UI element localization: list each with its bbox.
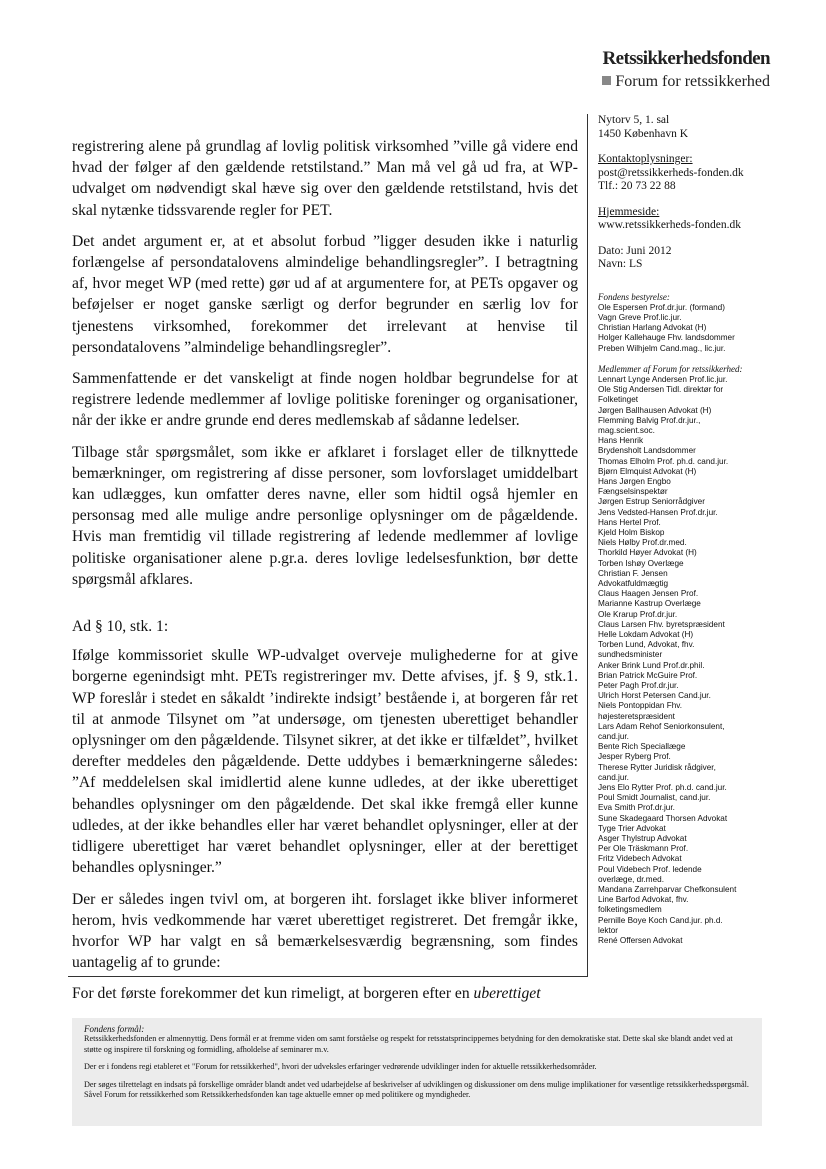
list-item: Niels Pontoppidan Fhv. [598,701,683,711]
list-item: overlæge, dr.med. [598,874,664,884]
list-item: René Offersen Advokat [598,936,683,946]
list-item: Marianne Kastrup Overlæge [598,599,701,609]
main-body [72,136,578,1015]
list-item: sundhedsminister [598,650,663,660]
list-item: cand.jur. [598,772,629,782]
body-paragraph: registrering alene på grundlag af lovlig politisk virksomhed ”ville gå videre end hvad der følger af den gældende retstilstand.” Man må vel gå ud fra, at WP-udvalget om nødvendigt skal hæve sig over den gældende retstilstand, hvis det skal nytænke tidssvarende regler for PET. [72,138,578,219]
document-date: Dato: Juni 2012 [598,244,672,257]
list-item: Asger Thylstrup Advokat [598,834,687,844]
section-heading: Ad § 10, stk. 1: [72,618,169,636]
vertical-divider [587,114,588,976]
address-block [598,114,798,141]
footer-box [72,1018,762,1126]
board-heading: Fondens bestyrelse: [598,291,670,302]
body-text: For det første forekommer det kun rimeligt, at borgeren efter en [72,985,474,1003]
list-item: Jørgen Estrup Seniorrådgiver [598,497,705,507]
body-paragraph: Ifølge kommissoriet skulle WP-udvalget overveje mulighederne for at give borgerne egenindsigt mht. PETs registreringer mv. Dette afvises, jf. § 9, stk.1. WP foreslår i stedet en såkaldt ’indirekte indsigt’ bestående i, at borgeren får ret til at anmode Tilsynet om ”at undersøge, om tjenesten uberettiget behandler oplysninger om den pågældende. Tilsynet sikrer, at det ikke er tilfældet”, hvilket derefter meddeles den pågældende. Dette uddybes i bemærkningerne således: ”Af meddelelsen skal imidlertid alene kunne udledes, at der ikke uberettiget behandles oplysninger om den pågældende. Det skal ikke fremgå eller kunne udledes, at der ikke behandles eller har været behandlet oplysninger, eller at der tidligere uberettiget har været behandlet oplysninger, eller at der berettiget behandles oplysninger.” [72,647,578,877]
list-item: Ole Espersen Prof.dr.jur. (formand) [598,302,725,312]
contact-label: Kontaktoplysninger: [598,153,693,165]
list-item: Brydensholt Landsdommer [598,446,696,456]
list-item: Ole Krarup Prof.dr.jur. [598,609,678,619]
list-item: Mandana Zarrehparvar Chefkonsulent [598,885,737,895]
list-item: lektor [598,925,619,935]
list-item: Folketinget [598,395,639,405]
members-list [598,364,798,947]
list-item: Lennart Lynge Andersen Prof.lic.jur. [598,374,728,384]
list-item: Claus Haagen Jensen Prof. [598,589,699,599]
list-item: Jens Vedsted-Hansen Prof.dr.jur. [598,507,718,517]
list-item: Pernille Boye Koch Cand.jur. ph.d. [598,915,723,925]
list-item: Jørgen Ballhausen Advokat (H) [598,405,712,415]
address-line: Nytorv 5, 1. sal [598,114,670,126]
list-item: Bente Rich Speciallæge [598,742,686,752]
list-item: Thorkild Høyer Advokat (H) [598,548,697,558]
square-bullet-icon [602,76,611,85]
list-item: Ulrich Horst Petersen Cand.jur. [598,691,711,701]
list-item: Jesper Ryberg Prof. [598,752,671,762]
contact-block [598,153,798,194]
list-item: Preben Wilhjelm Cand.mag., lic.jur. [598,343,726,353]
list-item: Anker Brink Lund Prof.dr.phil. [598,660,705,670]
list-item: højesteretspræsident [598,711,675,721]
list-item: Kjeld Holm Biskop [598,527,665,537]
body-paragraph: Tilbage står spørgsmålet, som ikke er afklaret i forslaget eller de tilknyttede bemærkninger, om registrering af disse personer, som lovforslaget umiddelbart kan udlægges, kun omfatter deres navne, eller som hidtil også hjemler en personsag med alle mulige andre personlige oplysninger om de pågældende. Hvis man fremtidig vil tillade registrering af ledende medlemmer af lovlige politiske organisationer alene p.gr.a. deres lovlige ledelsesfunktion, bør dette spørgsmål afklares. [72,443,578,588]
list-item: Torben Lund, Advokat, fhv. [598,640,695,650]
footer-paragraph: Der søges tilrettelagt en indsats på forskellige områder blandt andet ved udarbejdelse af beskrivelser af udviklingen og diskussioner om dens mulige implikationer for væsentlige retssikkerhedsspørgsmål. Såvel Forum for retssikkerhed som Retssikkerhedsfonden kan tage aktuelle emner op med politikere og myndigheder. [84,1079,749,1100]
list-item: Therese Rytter Juridisk rådgiver, [598,762,716,772]
brand-subtitle [602,73,770,91]
list-item: Per Ole Träskmann Prof. [598,844,689,854]
brand-header [602,48,770,91]
brand-name: Retssikkerhedsfonden [602,48,770,69]
list-item: Brian Patrick McGuire Prof. [598,670,698,680]
list-item: Lars Adam Rehof Seniorkonsulent, [598,721,725,731]
list-item: Bjørn Elmquist Advokat (H) [598,466,697,476]
list-item: mag.scient.soc. [598,425,655,435]
author-name: Navn: LS [598,258,643,270]
list-item: Hans Hertel Prof. [598,517,661,527]
board-list [598,292,798,947]
list-item: Ole Stig Andersen Tidl. direktør for [598,385,724,395]
body-paragraph: Der er således ingen tvivl om, at borgeren iht. forslaget ikke bliver informeret herom, hvis vedkommende har været uberettiget registreret. Det fremgår ikke, hvorfor WP har valgt en så bemærkelsesværdig begrænsning, som findes uantagelig af to grunde: [72,890,578,972]
list-item: Advokatfuldmægtig [598,578,669,588]
footer-paragraph: Der er i fondens regi etableret et "Forum for retssikkerhed", hvori der udveksles erfaringer vedrørende udviklinger inden for aktuelle retssikkerhedsområder. [84,1062,597,1072]
list-item: Vagn Greve Prof.lic.jur. [598,312,682,322]
address-line: 1450 København K [598,127,689,140]
list-item: Sune Skadegaard Thorsen Advokat [598,813,728,823]
website-block [598,206,798,233]
list-item: Fængselsinspektør [598,487,668,497]
body-paragraph: Sammenfattende er det vanskeligt at finde nogen holdbar begrundelse for at registrere ledende medlemmer af lovlige politiske foreninger og organisationer, når der ikke er andre grunde end deres medlemskab af sådanne ledelser. [72,370,578,430]
list-item: Line Barfod Advokat, fhv. [598,895,689,905]
contact-email: post@retssikkerheds-fonden.dk [598,166,744,179]
list-item: Hans Henrik [598,436,644,446]
list-item: Torben Ishøy Overlæge [598,558,684,568]
list-item: Christian F. Jensen [598,568,668,578]
list-item: Tyge Trier Advokat [598,823,666,833]
list-item: Thomas Elholm Prof. ph.d. cand.jur. [598,456,729,466]
list-item: Claus Larsen Fhv. byretspræsident [598,619,725,629]
footer-paragraph: Retssikkerhedsfonden er almennyttig. Dens formål er at fremme viden om samt forståelse og respekt for retsstatsprincippernes betydning for den demokratiske stat. Dette skal ske blandt andet ved at støtte og inspirere til forskning og formidling, afholdelse af seminarer m.v. [84,1034,733,1054]
list-item: Peter Pagh Prof.dr.jur. [598,681,679,691]
list-item: Poul Videbech Prof. ledende [598,864,702,874]
contact-phone: Tlf.: 20 73 22 88 [598,180,676,192]
website-label: Hjemmeside: [598,205,660,218]
meta-block [598,245,798,272]
list-item: Helle Lokdam Advokat (H) [598,630,694,639]
body-paragraph: Det andet argument er, at et absolut forbud ”ligger desuden ikke i naturlig forlængelse af persondatalovens almindelige behandlingsregler”. I betragtning af, hvor meget WP (med rette) gør ud af at argumentere for, at PETs opgaver og beføjelser er noget ganske særligt og derfor begrunder en særlig lov for tjenestens virksomhed, forekommer det irrelevant at henvise til persondatalovens ”almindelige behandlingsregler”. [72,232,578,356]
list-item: Hans Jørgen Engbo [598,476,671,486]
list-item: Jens Elo Rytter Prof. ph.d. cand.jur. [598,783,727,793]
sidebar [598,114,798,946]
list-item: Niels Hølby Prof.dr.med. [598,538,687,548]
body-emphasis: uberettiget [473,985,541,1003]
list-item: Holger Kallehauge Fhv. landsdommer [598,333,735,343]
list-item: cand.jur. [598,732,629,742]
footer-heading: Fondens formål: [84,1024,145,1034]
members-heading: Medlemmer af Forum for retssikkerhed: [598,363,743,374]
list-item: folketingsmedlem [598,905,662,915]
list-item: Flemming Balvig Prof.dr.jur., [598,415,701,425]
website-url: www.retssikkerheds-fonden.dk [598,219,741,231]
list-item: Fritz Videbech Advokat [598,854,682,864]
body-paragraph [72,983,578,1004]
list-item: Poul Smidt Journalist, cand.jur. [598,793,711,803]
list-item: Eva Smith Prof.dr.jur. [598,803,675,813]
list-item: Christian Harlang Advokat (H) [598,323,707,333]
brand-subtitle-text: Forum for retssikkerhed [615,73,770,90]
